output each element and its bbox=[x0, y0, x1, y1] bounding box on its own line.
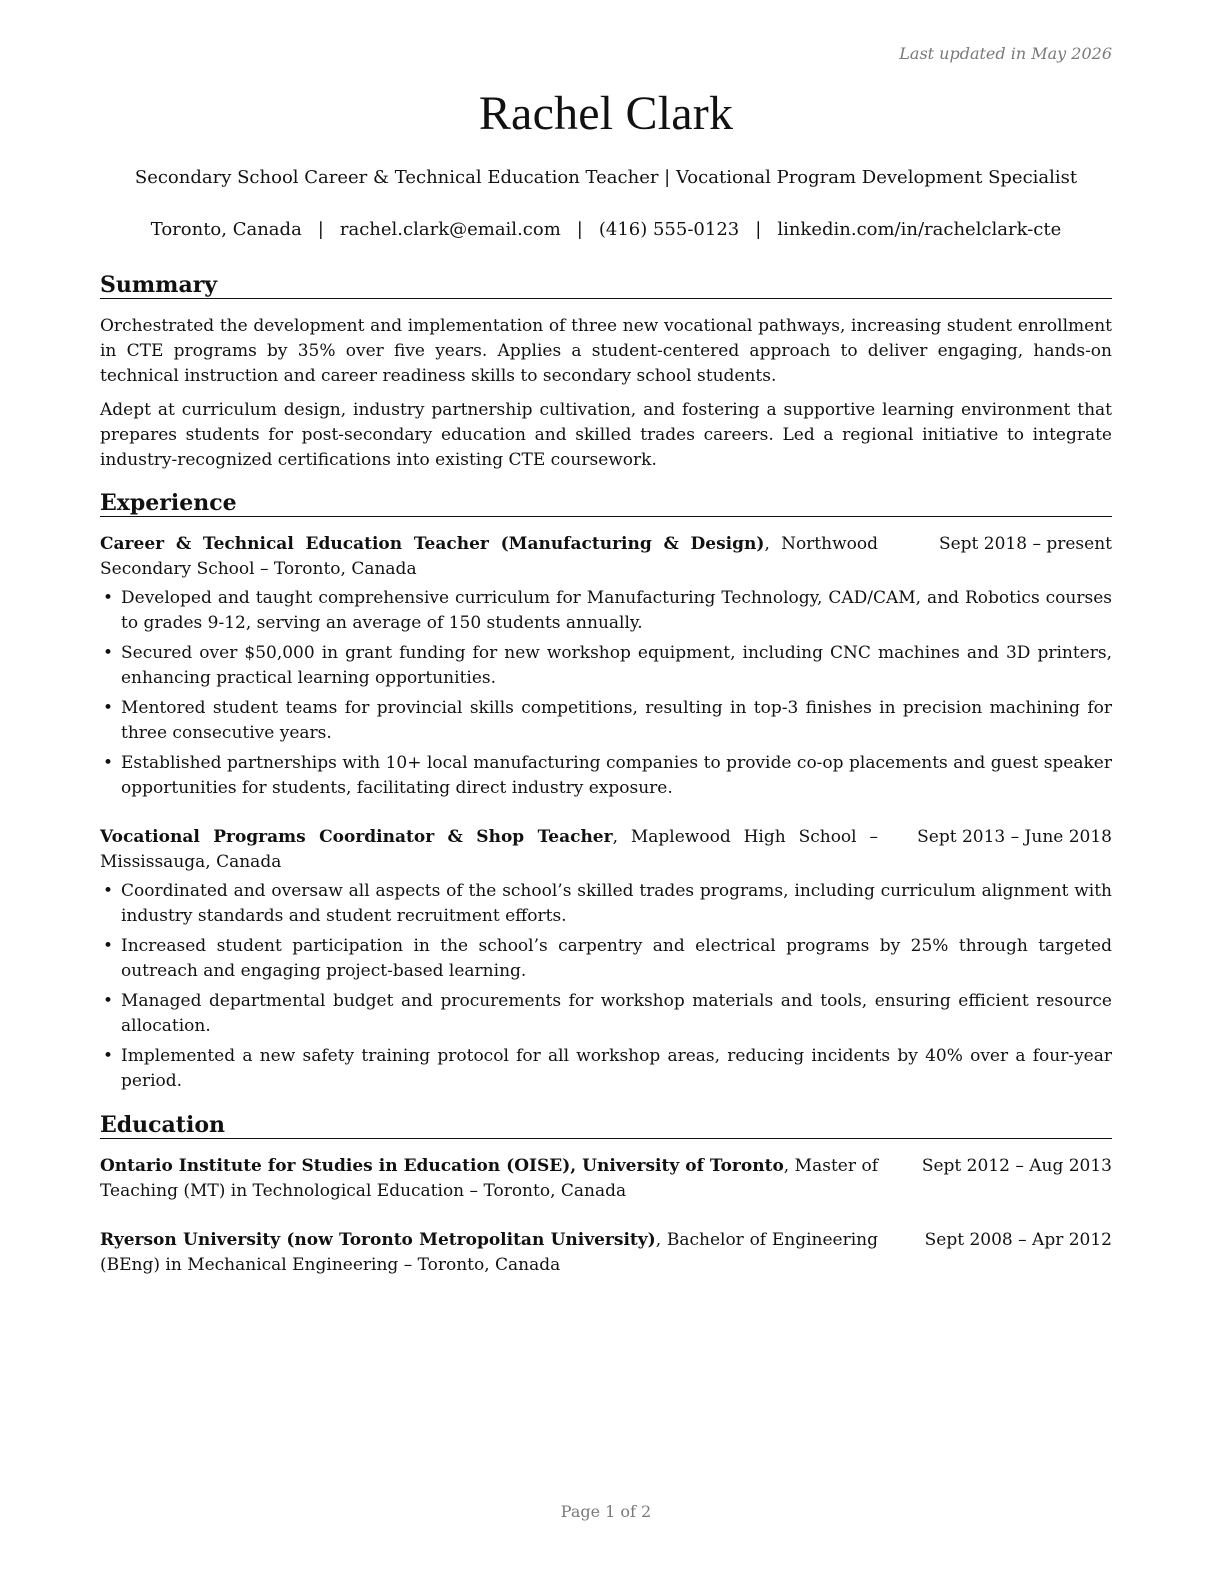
list-item: • Implemented a new safety training protocol for all workshop areas, reducing incidents by 40% over a four-year period. bbox=[100, 1044, 1112, 1094]
list-item: • Developed and taught comprehensive curriculum for Manufacturing Technology, CAD/CAM, and Robotics courses to grades 9-12, serving an average of 150 students annually. bbox=[100, 586, 1112, 636]
list-item: • Coordinated and oversaw all aspects of the school’s skilled trades programs, including curriculum alignment with industry standards and student recruitment efforts. bbox=[100, 879, 1112, 929]
headline: Secondary School Career & Technical Education Teacher | Vocational Program Development Specialist bbox=[134, 167, 1078, 188]
job-dates: Sept 2018 – present bbox=[938, 534, 1112, 554]
contact-location: Toronto, Canada bbox=[150, 219, 302, 240]
section-title-education: Education bbox=[100, 1112, 1112, 1139]
list-item: • Established partnerships with 10+ local manufacturing companies to provide co-op placements and guest speaker opportunities for students, facilitating direct industry exposure. bbox=[100, 751, 1112, 801]
contact-email[interactable]: rachel.clark@email.com bbox=[339, 219, 561, 240]
education-entry bbox=[100, 1154, 1112, 1204]
experience-bullets bbox=[100, 879, 1112, 1094]
list-item: • Increased student participation in the school’s carpentry and electrical programs by 25% through targeted outreach and engaging project-based learning. bbox=[100, 934, 1112, 984]
experience-header bbox=[100, 532, 1112, 582]
job-organization: , Northwood Secondary School – Toronto, Canada bbox=[100, 534, 878, 579]
contact-separator: | bbox=[317, 219, 324, 240]
education-heading bbox=[100, 1228, 878, 1278]
school-name: Ontario Institute for Studies in Education (OISE), University of Toronto bbox=[100, 1156, 784, 1176]
education-dates: Sept 2012 – Aug 2013 bbox=[921, 1156, 1112, 1176]
contact-linkedin[interactable]: linkedin.com/in/rachelclark-cte bbox=[777, 219, 1062, 240]
resume-page bbox=[100, 0, 1112, 1584]
section-title-summary: Summary bbox=[100, 272, 1112, 299]
education-header bbox=[100, 1228, 1112, 1278]
job-organization: , Maplewood High School – Mississauga, Canada bbox=[100, 827, 878, 872]
education-dates: Sept 2008 – Apr 2012 bbox=[924, 1230, 1112, 1250]
page-number: Page 1 of 2 bbox=[560, 1502, 652, 1521]
education-entry bbox=[100, 1228, 1112, 1278]
candidate-name: Rachel Clark bbox=[478, 87, 734, 140]
experience-entry bbox=[100, 532, 1112, 806]
summary-paragraph: Adept at curriculum design, industry partnership cultivation, and fostering a supportive learning environment that prepares students for post-secondary education and skilled trades careers. Led a regional initiative to integrate industry-recognized certifications into existing CTE coursework. bbox=[100, 400, 1112, 470]
contact-phone: (416) 555-0123 bbox=[598, 219, 740, 240]
section-title-experience: Experience bbox=[100, 490, 1112, 517]
job-title: Career & Technical Education Teacher (Manufacturing & Design) bbox=[100, 534, 765, 554]
experience-header bbox=[100, 825, 1112, 875]
last-updated: Last updated in May 2026 bbox=[899, 44, 1112, 63]
degree: , Master of Teaching (MT) in Technological Education – Toronto, Canada bbox=[100, 1156, 878, 1201]
experience-bullets bbox=[100, 586, 1112, 801]
experience-entry bbox=[100, 825, 1112, 1099]
degree: , Bachelor of Engineering (BEng) in Mechanical Engineering – Toronto, Canada bbox=[100, 1230, 878, 1275]
education-heading bbox=[100, 1154, 878, 1204]
school-name: Ryerson University (now Toronto Metropolitan University) bbox=[100, 1230, 656, 1250]
education-header bbox=[100, 1154, 1112, 1204]
summary-paragraph: Orchestrated the development and implementation of three new vocational pathways, increasing student enrollment in CTE programs by 35% over five years. Applies a student-centered approach to deliver engaging, hands-on technical instruction and career readiness skills to secondary school students. bbox=[100, 316, 1112, 386]
experience-heading bbox=[100, 532, 878, 582]
contact-separator: | bbox=[576, 219, 583, 240]
contact-line bbox=[100, 219, 1112, 240]
list-item: • Managed departmental budget and procurements for workshop materials and tools, ensuring efficient resource allocation. bbox=[100, 989, 1112, 1039]
contact-separator: | bbox=[755, 219, 762, 240]
experience-heading bbox=[100, 825, 878, 875]
job-title: Vocational Programs Coordinator & Shop Teacher bbox=[100, 827, 613, 847]
list-item: • Secured over $50,000 in grant funding for new workshop equipment, including CNC machines and 3D printers, enhancing practical learning opportunities. bbox=[100, 641, 1112, 691]
list-item: • Mentored student teams for provincial skills competitions, resulting in top-3 finishes in precision machining for three consecutive years. bbox=[100, 696, 1112, 746]
job-dates: Sept 2013 – June 2018 bbox=[917, 827, 1112, 847]
